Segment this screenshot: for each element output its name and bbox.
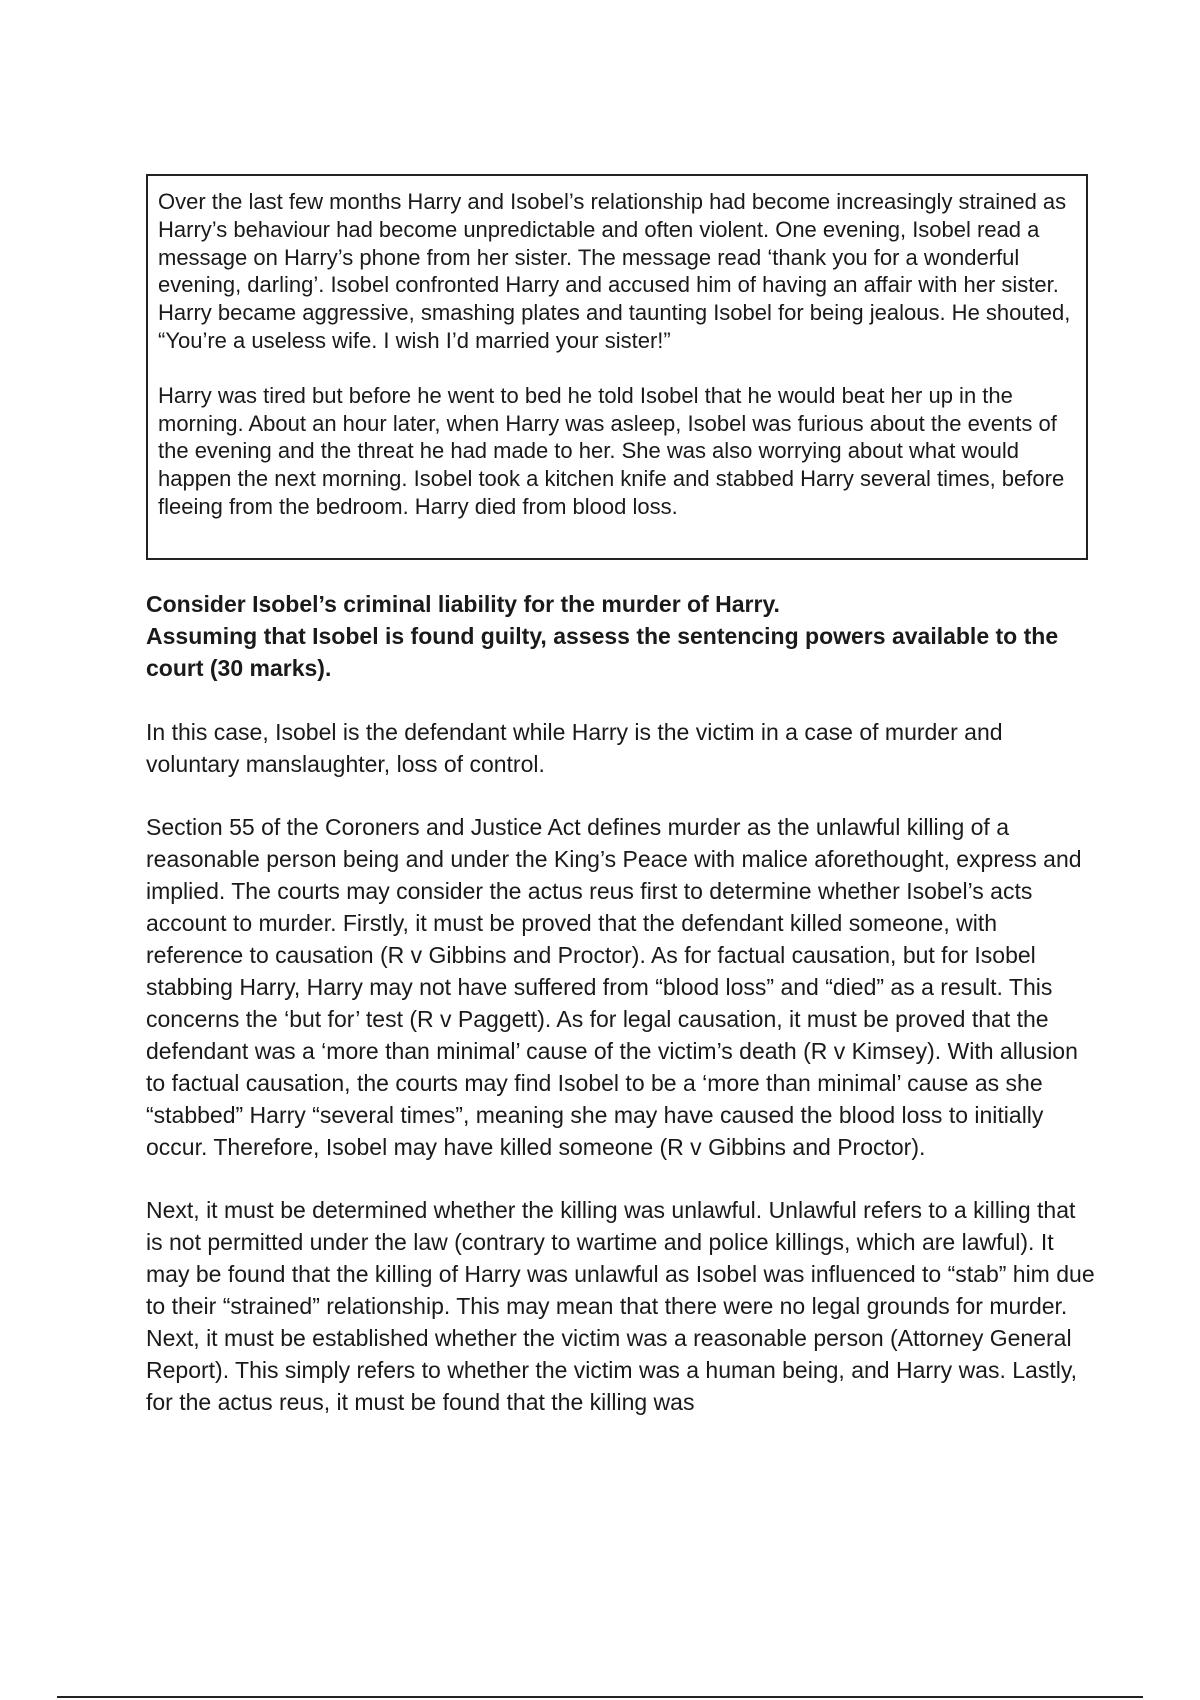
answer-paragraph-1: In this case, Isobel is the defendant while Harry is the victim in a case of murder and voluntary manslaughter, loss of control. [146,719,1003,777]
answer-body [146,716,1096,1449]
answer-paragraph-3: Next, it must be determined whether the killing was unlawful. Unlawful refers to a killing that is not permitted under the law (contrary to wartime and police killings, which are lawful). It may be found that the killing of Harry was unlawful as Isobel was influenced to “stab” him due to their “strained” relationship. This may mean that there were no legal grounds for murder. Next, it must be established whether the victim was a reasonable person (Attorney General Report). This simply refers to whether the victim was a human being, and Harry was. Lastly, for the actus reus, it must be found that the killing was [146,1197,1095,1415]
scenario-paragraph-1: Over the last few months Harry and Isobel’s relationship had become increasingly strained as Harry’s behaviour had become unpredictable and often violent. One evening, Isobel read a message on Harry’s phone from her sister. The message read ‘thank you for a wonderful evening, darling’. Isobel confronted Harry and accused him of having an affair with her sister. Harry became aggressive, smashing plates and taunting Isobel for being jealous. He shouted, “You’re a useless wife. I wish I’d married your sister!” [158,189,1071,353]
question-line-2: Assuming that Isobel is found guilty, assess the sentencing powers available to the court (30 marks). [146,623,1059,681]
scenario-paragraph-2: Harry was tired but before he went to bed he told Isobel that he would beat her up in the morning. About an hour later, when Harry was asleep, Isobel was furious about the events of the evening and the threat he had made to her. She was also worrying about what would happen the next morning. Isobel took a kitchen knife and stabbed Harry several times, before fleeing from the bedroom. Harry died from blood loss. [158,382,1065,519]
exam-question [146,588,1096,684]
question-line-1: Consider Isobel’s criminal liability for the murder of Harry. [146,591,780,617]
answer-paragraph-2: Section 55 of the Coroners and Justice Act defines murder as the unlawful killing of a reasonable person being and under the King’s Peace with malice aforethought, express and implied. The courts may consider the actus reus first to determine whether Isobel’s acts account to murder. Firstly, it must be proved that the defendant killed someone, with reference to causation (R v Gibbins and Proctor). As for factual causation, but for Isobel stabbing Harry, Harry may not have suffered from “blood loss” and “died” as a result. This concerns the ‘but for’ test (R v Paggett). As for legal causation, it must be proved that the defendant was a ‘more than minimal’ cause of the victim’s death (R v Kimsey). With allusion to factual causation, the courts may find Isobel to be a ‘more than minimal’ cause as she “stabbed” Harry “several times”, meaning she may have caused the blood loss to initially occur. Therefore, Isobel may have killed someone (R v Gibbins and Proctor). [146,814,1082,1160]
footer-divider [57,1696,1143,1698]
scenario-box [146,174,1088,560]
